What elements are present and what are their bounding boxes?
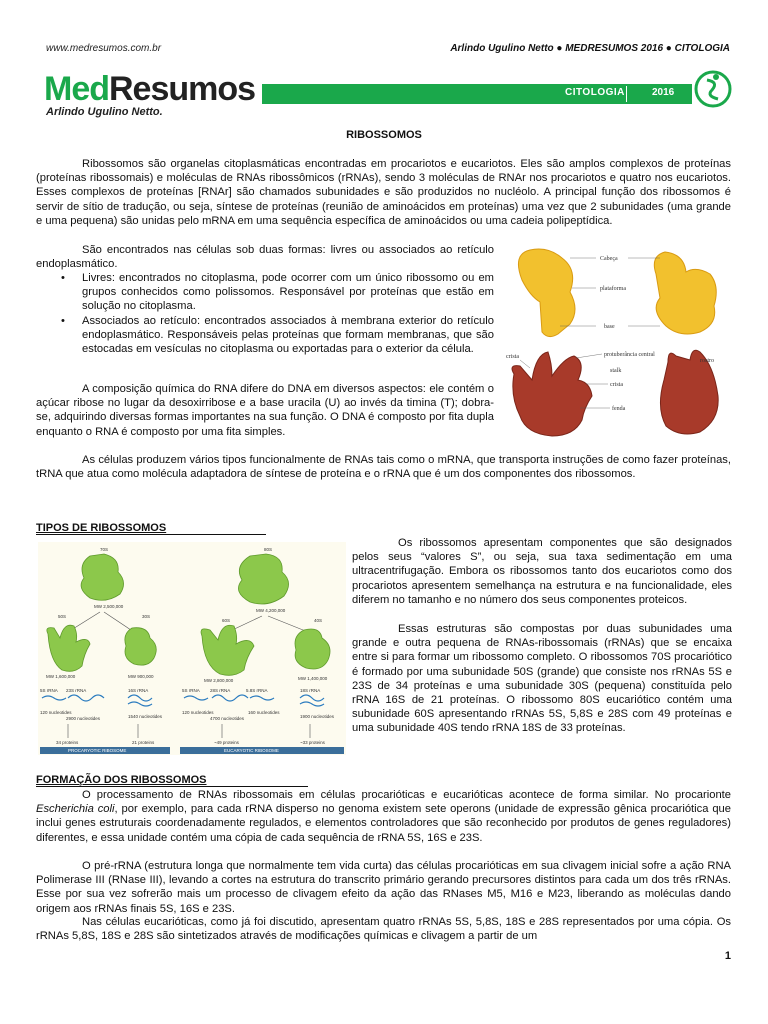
euk-small-mw: MW 1,400,000 [298,676,328,681]
label-cabeca: Cabeça [600,256,618,262]
bullet-text: Associados ao retículo: encontrados associados à membrana exterior do retículo endoplasmático. Responsáveis pelas proteínas que formam membranas, que são estocadas em vesículas no citoplasma ou exportadas para o exterior da célula. [82,314,494,356]
bullet-text: Livres: encontrados no citoplasma, pode ocorrer com um único ribossomo ou em grupos conhecidos como polissomos. Responsável por proteínas que estão em solução no citoplasma. [82,272,494,313]
banner-subject: CITOLOGIA [565,87,625,98]
prok-rna-16s: 16S rRNA [128,688,149,693]
formation-paragraph-3: Nas células eucarióticas, como já foi discutido, apresentam quatro rRNAs 5S, 5,8S, 18S e 28S representados por uma cópia. Os rRNAs 5,8S, 18S e 28S são sintetizados através de modificações químicas e clivagem a partir de um [36,916,731,943]
list-item [58,271,494,314]
prok-proteins-small: 21 proteins [132,740,155,745]
euk-small-label: 40S [314,618,323,623]
prok-large-mw: MW 1,600,000 [46,674,76,679]
euk-whole-label: 80S [264,547,273,552]
small-subunit-shape-2 [654,252,716,334]
ribosome-subunits-figure [500,240,732,440]
formation-p1-end: , por exemplo, para cada rRNA disperso no genoma existem sete operons (unidade de expressão gênica procariótica que inclui genes estruturais coordenadamente regulados, e elementos controladores que são reconhecido por produtos de genes reguladores) diferentes, e essa unidade contém uma cópia de cada sequência de rRNA 5S, 16S e 23S. [36,803,732,844]
logo-med: Med [44,70,109,108]
types-paragraph-1: Os ribossomos apresentam componentes que são designados pelos seus “valores S”, ou seja, sua taxa sedimentação em uma ultracentrifugação. Embora os ribossomos tanto dos eucariotos como dos procariotos apresentem semelhança na estrutura e na funcionalidade, eles diferem no tamanho e no número dos seus componentes proteicos. [352,537,732,606]
ribosome-types-figure [38,542,346,755]
formation-p1-start: O processamento de RNAs ribossomais em células procarióticas e eucarióticas acontece de forma similar. No procarionte [82,789,731,801]
types-paragraph-2: Essas estruturas são compostas por duas subunidades uma grande e outra pequena de RNAs-ribossomais (rRNAs) que se encaixa entre si para formar um ribossomo completo. O ribossomos 70S procariótico é formado por uma subunidade 50S (grande) que consiste nos rRNAs 5S e 23S de 34 proteínas e uma subunidade 30S (pequena) constituída pelo rRNA 16S de 21 proteínas. O ribossomo 80S eucariótico contém uma subunidade 60S apresentando rRNAs 5S, 5,8S e 28S com 49 proteínas e uma subunidade 40S tendo rRNA 18S de 33 proteínas. [352,623,732,735]
prok-whole-label: 70S [100,547,109,552]
euk-nt-5s: 120 nucleotides [182,710,214,715]
rna-types-paragraph: As células produzem vários tipos funcionalmente de RNAs tais como o mRNA, que transporta instruções de como fazer proteínas, tRNA que atua como molécula adaptadora de síntese de proteína e o rRNA que é um dos componentes dos ribossomos. [36,454,731,481]
small-subunit-shape [518,249,575,337]
banner-bar [262,84,692,104]
euk-large-mw: MW 2,800,000 [204,678,234,683]
euk-proteins-large: ~49 proteins [214,740,239,745]
prok-small-label: 30S [142,614,151,619]
logo-resumos: Resumos [109,70,256,108]
euk-caption: EUCARYOTIC RIBOSOME [224,748,279,753]
prok-nt-23s: 2900 nucleotides [66,716,101,721]
prok-nt-16s: 1540 nucleotides [128,714,163,719]
formation-paragraph-2: O pré-rRNA (estrutura longa que normalmente tem vida curta) das células procarióticas em sua clivagem inicial sofre a ação RNA Polimerase III (RNase III), levando a cortes na estrutura do transcrito primário gerando precursores distintos para cada um dos três rRNAs. Esse por sua vez sofrerão mais um processo de clivagem efeito da ação das RNases M5, M16 e M23, liberando as moléculas dando origem aos rRNAs finais 5S, 16S e 23S. [36,860,731,915]
section-heading-types: TIPOS DE RIBOSSOMOS [36,522,266,535]
euk-large-label: 60S [222,618,231,623]
euk-proteins-small: ~33 proteins [300,740,325,745]
banner-year: 2016 [652,87,675,98]
label-crista-left: crista [506,354,519,360]
prok-whole-mw: MW 2,500,000 [94,604,124,609]
prok-small-mw: MW 900,000 [128,674,154,679]
label-rostro: rostro [700,358,714,364]
bullet-icon: • [61,272,65,284]
prok-nt-5s: 120 nucleotides [40,710,72,715]
species-name: Escherichia coli [36,803,115,816]
page-title: RIBOSSOMOS [346,129,422,141]
banner-divider [626,86,627,102]
euk-rna-28s: 28S rRNA [210,688,231,693]
prok-rna-5s: 5S rRNA [40,688,58,693]
prok-caption: PROCARYOTIC RIBOSOME [68,748,127,753]
logo-author: Arlindo Ugulino Netto. [46,106,163,118]
euk-nt-28s: 4700 nucleotides [210,716,245,721]
euk-rna-18s: 18S rRNA [300,688,321,693]
large-subunit-shape [512,352,592,436]
list-item [58,314,494,357]
prok-proteins-large: 34 proteins [56,740,79,745]
emblem-icon [692,68,734,110]
header-url[interactable]: www.medresumos.com.br [46,43,162,54]
label-plataforma: plataforma [600,286,626,292]
label-stalk: stalk [610,368,622,374]
label-fenda: fenda [612,406,626,412]
formation-paragraph-1 [36,788,731,845]
forms-paragraph: São encontrados nas células sob duas formas: livres ou associados ao retículo endoplasmático. [36,244,494,271]
euk-nt-18s: 1900 nucleotides [300,714,335,719]
prok-rna-23s: 23S rRNA [66,688,87,693]
intro-paragraph: Ribossomos são organelas citoplasmáticas encontradas em procariotos e eucariotos. Eles são amplos complexos de proteínas (proteínas ribossomais) e moléculas de RNAs ribossômicos (rRNAs), sendo 3 moléculas de RNAr nos procariotos e quatro nos eucariotos. Esses complexos de proteínas [RNAr] são chamados subunidades e são produzidos no nucléolo. A principal função dos ribossomos é servir de sítio de tradução, ou seja, síntese de proteínas (reunião de aminoácidos em proteínas) uma vez que 2 subunidades (uma grande e uma pequena) são unidas pelo mRNA em uma sequência específica de aminoácidos ou uma cadeia polipeptídica. [36,158,731,227]
euk-whole-mw: MW 4,200,000 [256,608,286,613]
label-protuberancia: protuberância central [604,352,655,358]
rna-composition-paragraph: A composição química do RNA difere do DNA em diversos aspectos: ele contém o açúcar ribose no lugar da desoxirribose e a base uracila (U) ao invés da timina (T); dobra-se, adquirindo diversas formas importantes na sua função. O DNA é composto por fita dupla enquanto o RNA é composto por uma fita simples. [36,383,494,438]
bullet-icon: • [61,314,65,327]
euk-rna-5-8s: 5.8S rRNA [246,688,268,693]
header-running-title: Arlindo Ugulino Netto ● MEDRESUMOS 2016 ● CITOLOGIA [450,43,730,54]
label-base: base [604,324,615,330]
medresumos-logo [44,70,255,108]
page-number: 1 [724,950,731,962]
ribosome-forms-list [58,271,494,356]
euk-rna-5s: 5S rRNA [182,688,200,693]
section-heading-formation: FORMAÇÃO DOS RIBOSSOMOS [36,774,308,787]
euk-nt-5-8s: 160 nucleotides [248,710,280,715]
prok-large-label: 50S [58,614,67,619]
label-crista-right: crista [610,382,623,388]
